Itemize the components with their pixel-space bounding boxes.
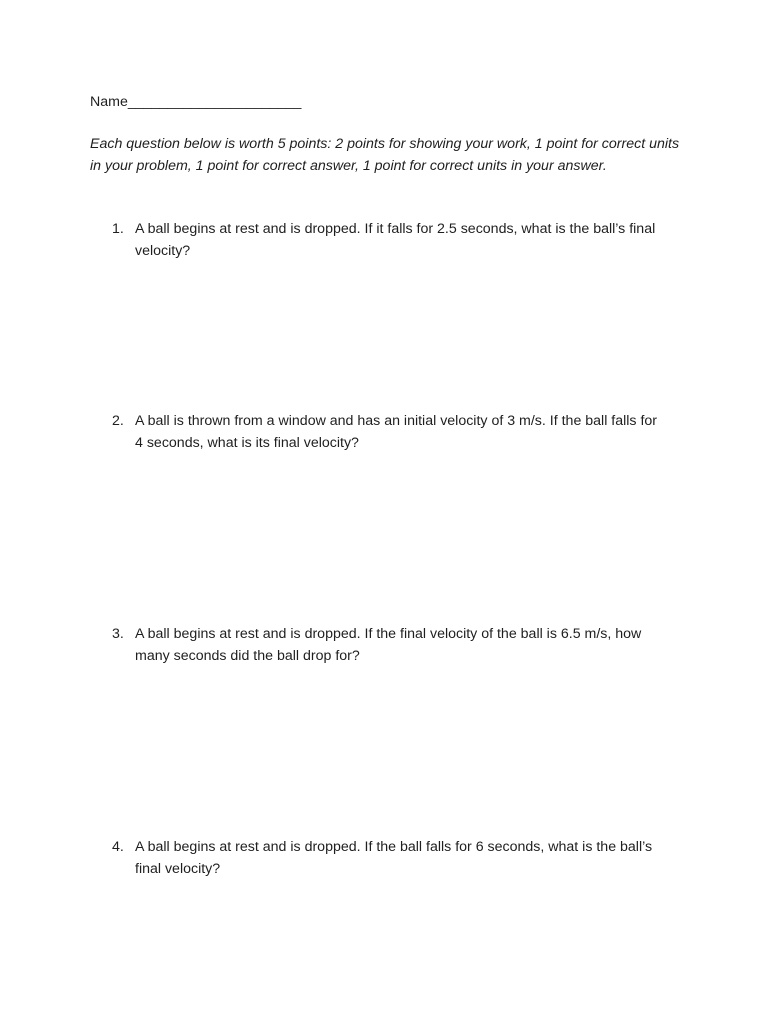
question-number: 4. [112, 839, 124, 855]
question-text: A ball begins at rest and is dropped. If it falls for 2.5 seconds, what is the ball’s final velocity? [135, 221, 656, 259]
question-number: 1. [112, 221, 124, 237]
question-number: 3. [112, 626, 124, 642]
question-3 [90, 624, 690, 667]
question-2 [90, 411, 690, 454]
question-1 [90, 219, 690, 262]
name-field [90, 92, 301, 114]
instructions-text: Each question below is worth 5 points: 2 points for showing your work, 1 point for correct units in your problem, 1 point for correct answer, 1 point for correct units in your answer. [90, 136, 680, 174]
question-text: A ball is thrown from a window and has an initial velocity of 3 m/s. If the ball falls for 4 seconds, what is its final velocity? [135, 413, 658, 451]
question-text: A ball begins at rest and is dropped. If the final velocity of the ball is 6.5 m/s, how many seconds did the ball drop for? [135, 626, 642, 664]
name-label: Name [90, 94, 128, 110]
question-text: A ball begins at rest and is dropped. If the ball falls for 6 seconds, what is the ball’s final velocity? [135, 839, 653, 877]
question-number: 2. [112, 413, 124, 429]
name-blank-line: ______________________ [127, 94, 302, 110]
question-4 [90, 837, 690, 880]
